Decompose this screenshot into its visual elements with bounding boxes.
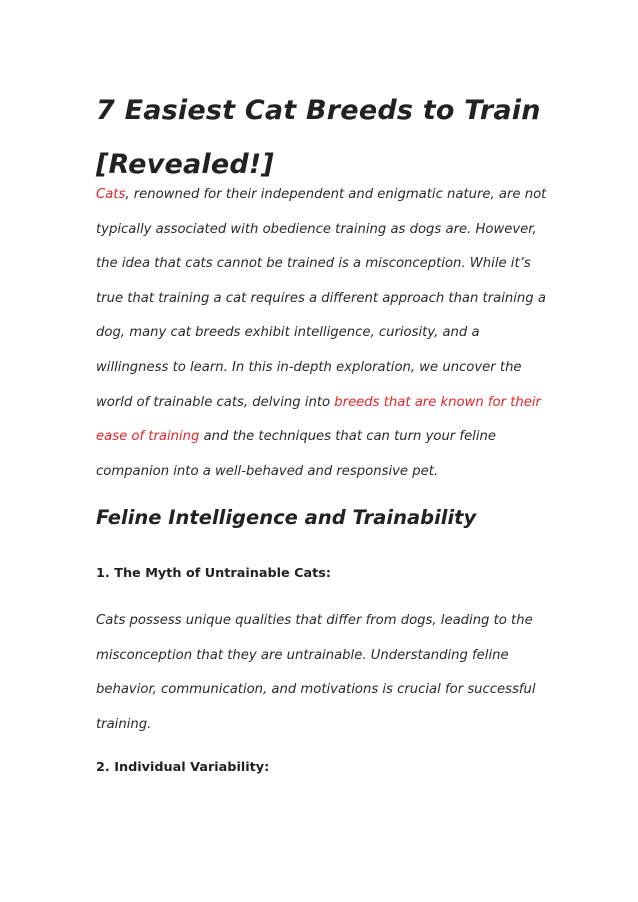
intro-text-1: , renowned for their independent and enigmatic nature, are not typically associated with obedience training as dogs are. However, the idea that cats cannot be trained is a misconception. While it’s true that training a cat requires a different approach than training a dog, many cat breeds exhibit intelligence, curiosity, and a willingness to learn. In this in-depth exploration, we uncover the world of trainable cats, delving into [96,187,547,410]
intro-text-2: and the techniques that can turn your feline companion into a well-behaved and responsive pet. [96,429,496,479]
breeds-link[interactable]: breeds that are known for their ease of training [96,394,541,445]
cats-link[interactable]: Cats [96,187,126,202]
section-heading: Feline Intelligence and Trainability [96,506,477,529]
intro-paragraph [96,178,556,489]
subheading-myth: 1. The Myth of Untrainable Cats: [96,566,332,581]
article-title: 7 Easiest Cat Breeds to Train [Revealed!] [96,95,541,180]
subheading-variability: 2. Individual Variability: [96,760,270,775]
myth-paragraph: Cats possess unique qualities that differ from dogs, leading to the misconception that they are untrainable. Understanding feline behavior, communication, and motivations is crucial for successful training. [96,613,536,732]
